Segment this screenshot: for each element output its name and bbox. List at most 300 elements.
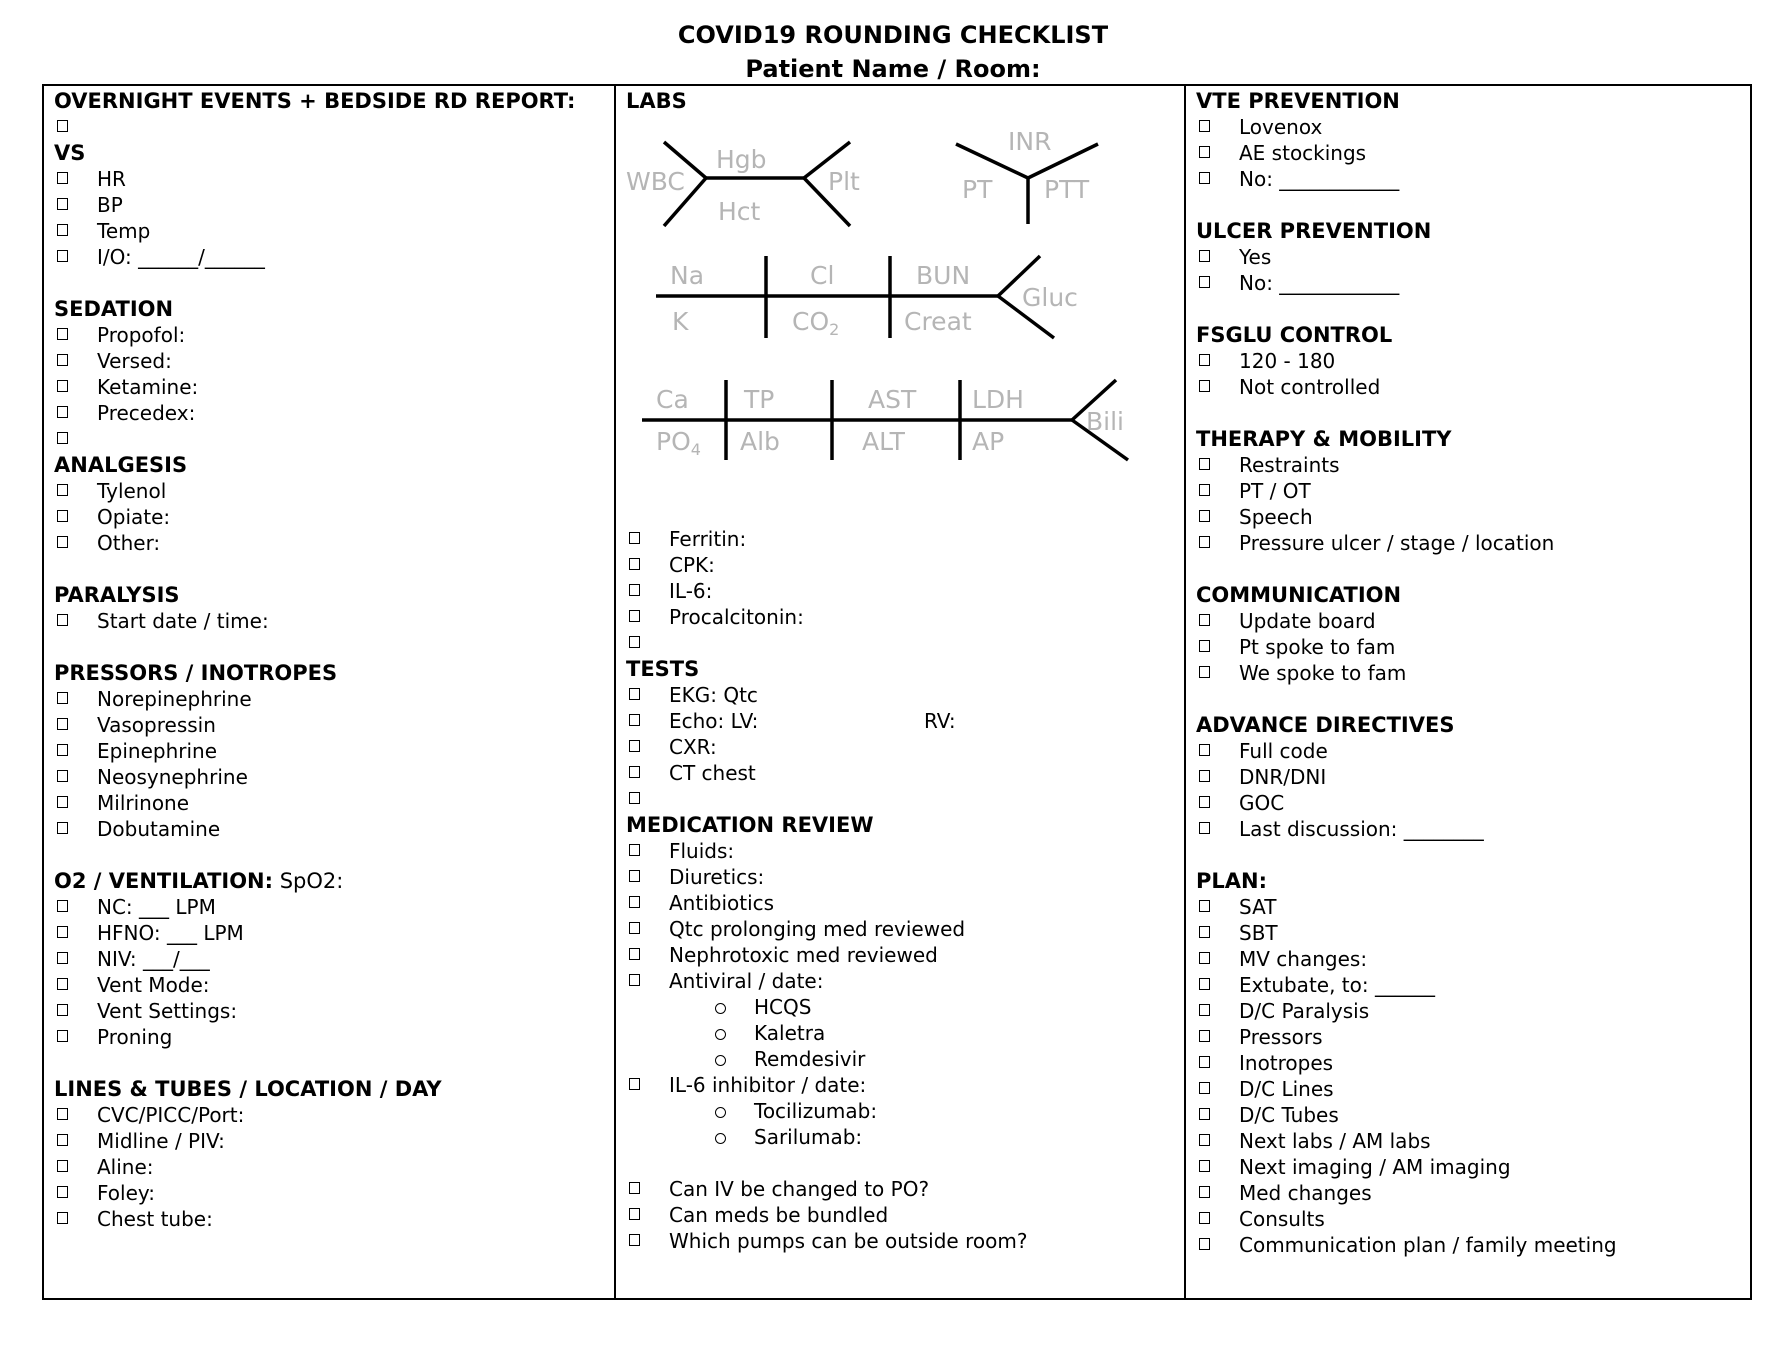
checklist-item[interactable] bbox=[1196, 374, 1740, 400]
item-label: Precedex: bbox=[97, 401, 196, 425]
circle-bullet-icon bbox=[715, 1029, 726, 1040]
checklist-item[interactable] bbox=[54, 946, 604, 972]
antiviral-option[interactable] bbox=[626, 994, 1174, 1020]
vs-heading: VS bbox=[54, 141, 86, 165]
item-label: D/C Tubes bbox=[1239, 1103, 1339, 1127]
checklist-item[interactable] bbox=[1196, 1154, 1740, 1180]
checkbox[interactable] bbox=[57, 978, 68, 990]
fsglu-control-heading: FSGLU CONTROL bbox=[1196, 323, 1393, 347]
checkbox[interactable] bbox=[1199, 1082, 1210, 1094]
checkbox[interactable] bbox=[629, 714, 640, 726]
checklist-item[interactable] bbox=[626, 968, 1174, 994]
checklist-item[interactable] bbox=[626, 760, 1174, 786]
checkbox[interactable] bbox=[57, 1004, 68, 1016]
checkbox[interactable] bbox=[57, 510, 68, 522]
item-label: Tylenol bbox=[97, 479, 167, 503]
checklist-item[interactable] bbox=[54, 764, 604, 790]
alt-label: ALT bbox=[862, 427, 905, 456]
checklist-item[interactable] bbox=[1196, 634, 1740, 660]
checklist-item[interactable] bbox=[1196, 998, 1740, 1024]
checkbox[interactable] bbox=[57, 432, 68, 444]
checklist-item[interactable] bbox=[626, 526, 1174, 552]
overnight-events-heading: OVERNIGHT EVENTS + BEDSIDE RD REPORT: bbox=[54, 89, 576, 113]
checkbox[interactable] bbox=[1199, 614, 1210, 626]
column-right bbox=[1184, 86, 1750, 1298]
checkbox[interactable] bbox=[1199, 1056, 1210, 1068]
item-label: Qtc prolonging med reviewed bbox=[669, 917, 966, 941]
item-label: No: ____________ bbox=[1239, 167, 1400, 191]
na-label: Na bbox=[670, 261, 705, 290]
checkbox[interactable] bbox=[629, 532, 640, 544]
item-label: D/C Paralysis bbox=[1239, 999, 1370, 1023]
il6-option[interactable] bbox=[626, 1124, 1174, 1150]
checkbox[interactable] bbox=[57, 406, 68, 418]
checkbox[interactable] bbox=[57, 718, 68, 730]
checkbox[interactable] bbox=[629, 688, 640, 700]
item-label: Midline / PIV: bbox=[97, 1129, 225, 1153]
checklist-item[interactable] bbox=[626, 1176, 1174, 1202]
item-label: Chest tube: bbox=[97, 1207, 213, 1231]
checklist-item[interactable] bbox=[54, 1024, 604, 1050]
checklist-item[interactable] bbox=[54, 530, 604, 556]
checkbox[interactable] bbox=[57, 172, 68, 184]
item-label: Ferritin: bbox=[669, 527, 747, 551]
lab-fishbone-diagrams bbox=[626, 116, 1174, 526]
ast-label: AST bbox=[868, 385, 917, 414]
checklist-item[interactable] bbox=[626, 578, 1174, 604]
item-label: We spoke to fam bbox=[1239, 661, 1407, 685]
checkbox[interactable] bbox=[629, 792, 640, 804]
checklist-item[interactable] bbox=[626, 864, 1174, 890]
checkbox[interactable] bbox=[57, 1160, 68, 1172]
checkbox[interactable] bbox=[629, 974, 640, 986]
plt-label: Plt bbox=[828, 167, 860, 196]
checkbox[interactable] bbox=[629, 922, 640, 934]
item-label: Epinephrine bbox=[97, 739, 217, 763]
checkbox[interactable] bbox=[629, 740, 640, 752]
paralysis-heading: PARALYSIS bbox=[54, 583, 180, 607]
checkbox[interactable] bbox=[629, 610, 640, 622]
checkbox[interactable] bbox=[57, 1108, 68, 1120]
checkbox[interactable] bbox=[57, 952, 68, 964]
checkbox[interactable] bbox=[57, 250, 68, 262]
checkbox[interactable] bbox=[1199, 770, 1210, 782]
item-label: Lovenox bbox=[1239, 115, 1323, 139]
checkbox[interactable] bbox=[1199, 250, 1210, 262]
checklist-item[interactable] bbox=[54, 166, 604, 192]
checkbox[interactable] bbox=[1199, 744, 1210, 756]
checkbox[interactable] bbox=[629, 636, 640, 648]
checkbox[interactable] bbox=[1199, 822, 1210, 834]
k-label: K bbox=[672, 307, 689, 336]
checklist-item[interactable] bbox=[54, 816, 604, 842]
ca-label: Ca bbox=[656, 385, 689, 414]
checklist-item[interactable] bbox=[54, 1128, 604, 1154]
item-label: Yes bbox=[1239, 245, 1272, 269]
coag-diagram bbox=[956, 127, 1098, 224]
checklist-table bbox=[42, 84, 1752, 1300]
checklist-item[interactable] bbox=[54, 192, 604, 218]
po4-subscript: 4 bbox=[690, 440, 701, 459]
item-label: Pressure ulcer / stage / location bbox=[1239, 531, 1555, 555]
checklist-item[interactable] bbox=[626, 838, 1174, 864]
checklist-item[interactable] bbox=[1196, 530, 1740, 556]
checklist-item[interactable] bbox=[1196, 140, 1740, 166]
item-label: Vent Settings: bbox=[97, 999, 238, 1023]
item-label: HR bbox=[97, 167, 126, 191]
checklist-item[interactable] bbox=[54, 374, 604, 400]
item-label: Tocilizumab: bbox=[754, 1099, 878, 1123]
item-label: Ketamine: bbox=[97, 375, 199, 399]
checkbox[interactable] bbox=[57, 796, 68, 808]
checkbox[interactable] bbox=[57, 1134, 68, 1146]
item-label: NIV: ___/___ bbox=[97, 947, 210, 971]
checkbox[interactable] bbox=[629, 844, 640, 856]
checkbox[interactable] bbox=[629, 558, 640, 570]
checkbox[interactable] bbox=[1199, 120, 1210, 132]
lft-diagram bbox=[642, 380, 1128, 460]
checkbox[interactable] bbox=[57, 120, 68, 132]
checkbox[interactable] bbox=[57, 1186, 68, 1198]
checklist-item[interactable] bbox=[54, 712, 604, 738]
item-label: Neosynephrine bbox=[97, 765, 248, 789]
item-label: Inotropes bbox=[1239, 1051, 1334, 1075]
item-label: Diuretics: bbox=[669, 865, 765, 889]
item-label: Next labs / AM labs bbox=[1239, 1129, 1431, 1153]
checklist-item[interactable] bbox=[1196, 972, 1740, 998]
checklist-item[interactable] bbox=[1196, 114, 1740, 140]
checklist-item[interactable] bbox=[626, 604, 1174, 630]
checklist-item[interactable] bbox=[1196, 504, 1740, 530]
checklist-item[interactable] bbox=[1196, 1232, 1740, 1258]
item-label: Speech bbox=[1239, 505, 1313, 529]
analgesia-heading: ANALGESIS bbox=[54, 453, 188, 477]
spo2-label: SpO2: bbox=[273, 869, 344, 893]
checklist-item[interactable] bbox=[626, 682, 1174, 708]
checkbox[interactable] bbox=[1199, 900, 1210, 912]
checklist-item[interactable] bbox=[54, 686, 604, 712]
checkbox[interactable] bbox=[57, 744, 68, 756]
column-middle bbox=[614, 86, 1184, 1298]
checkbox[interactable] bbox=[57, 770, 68, 782]
checklist-item[interactable] bbox=[54, 400, 604, 426]
checkbox[interactable] bbox=[57, 822, 68, 834]
checklist-item[interactable] bbox=[1196, 946, 1740, 972]
checklist-item[interactable] bbox=[1196, 1102, 1740, 1128]
item-label: Next imaging / AM imaging bbox=[1239, 1155, 1511, 1179]
checklist-item[interactable] bbox=[1196, 1050, 1740, 1076]
checklist-item[interactable] bbox=[54, 1180, 604, 1206]
co2-text: CO bbox=[792, 307, 830, 336]
cl-label: Cl bbox=[810, 261, 835, 290]
circle-bullet-icon bbox=[715, 1003, 726, 1014]
checkbox[interactable] bbox=[1199, 796, 1210, 808]
checkbox[interactable] bbox=[1199, 380, 1210, 392]
item-label: Which pumps can be outside room? bbox=[669, 1229, 1028, 1253]
item-label: Fluids: bbox=[669, 839, 735, 863]
item-label: CPK: bbox=[669, 553, 715, 577]
creat-label: Creat bbox=[904, 307, 972, 336]
checklist-item[interactable] bbox=[1196, 1076, 1740, 1102]
item-label: Milrinone bbox=[97, 791, 190, 815]
bmp-diagram bbox=[656, 256, 1078, 339]
checkbox[interactable] bbox=[1199, 354, 1210, 366]
item-label: Aline: bbox=[97, 1155, 154, 1179]
checkbox[interactable] bbox=[57, 1212, 68, 1224]
checkbox[interactable] bbox=[1199, 172, 1210, 184]
item-label: Proning bbox=[97, 1025, 173, 1049]
checkbox[interactable] bbox=[57, 354, 68, 366]
checklist-item[interactable] bbox=[626, 552, 1174, 578]
item-label: Propofol: bbox=[97, 323, 186, 347]
item-label: CVC/PICC/Port: bbox=[97, 1103, 245, 1127]
checkbox[interactable] bbox=[57, 198, 68, 210]
checkbox[interactable] bbox=[57, 328, 68, 340]
checklist-item[interactable] bbox=[1196, 348, 1740, 374]
checklist-item[interactable] bbox=[54, 218, 604, 244]
checklist-item[interactable] bbox=[626, 1072, 1174, 1098]
checkbox[interactable] bbox=[629, 584, 640, 596]
item-label: HCQS bbox=[754, 995, 812, 1019]
checkbox[interactable] bbox=[1199, 1108, 1210, 1120]
item-label: Consults bbox=[1239, 1207, 1325, 1231]
item-label: Extubate, to: ______ bbox=[1239, 973, 1435, 997]
checkbox[interactable] bbox=[629, 896, 640, 908]
checklist-item[interactable] bbox=[1196, 790, 1740, 816]
item-label: NC: ___ LPM bbox=[97, 895, 216, 919]
checklist-item[interactable] bbox=[1196, 660, 1740, 686]
checkbox[interactable] bbox=[57, 614, 68, 626]
antiviral-option[interactable] bbox=[626, 1046, 1174, 1072]
checklist-item[interactable] bbox=[54, 348, 604, 374]
checklist-item[interactable] bbox=[54, 894, 604, 920]
checklist-item[interactable] bbox=[1196, 608, 1740, 634]
checklist-item[interactable] bbox=[54, 1206, 604, 1232]
item-label: Restraints bbox=[1239, 453, 1340, 477]
checkbox[interactable] bbox=[629, 766, 640, 778]
item-label: Full code bbox=[1239, 739, 1328, 763]
item-label: GOC bbox=[1239, 791, 1285, 815]
checklist-item[interactable] bbox=[54, 608, 604, 634]
item-label: Vent Mode: bbox=[97, 973, 210, 997]
checkbox[interactable] bbox=[1199, 1238, 1210, 1250]
gluc-label: Gluc bbox=[1022, 283, 1078, 312]
checkbox[interactable] bbox=[1199, 276, 1210, 288]
checklist-item[interactable] bbox=[54, 790, 604, 816]
item-label: HFNO: ___ LPM bbox=[97, 921, 244, 945]
item-label: Kaletra bbox=[754, 1021, 826, 1045]
page-title bbox=[0, 18, 1786, 86]
circle-bullet-icon bbox=[715, 1055, 726, 1066]
checklist-item[interactable] bbox=[1196, 816, 1740, 842]
item-label: Can IV be changed to PO? bbox=[669, 1177, 930, 1201]
checkbox[interactable] bbox=[1199, 458, 1210, 470]
lines-tubes-heading: LINES & TUBES / LOCATION / DAY bbox=[54, 1077, 442, 1101]
checklist-title: COVID19 ROUNDING CHECKLIST bbox=[677, 21, 1109, 49]
checklist-item[interactable] bbox=[626, 708, 1174, 734]
inr-label: INR bbox=[1008, 127, 1052, 156]
checklist-item[interactable] bbox=[1196, 478, 1740, 504]
checklist-item[interactable] bbox=[1196, 1128, 1740, 1154]
item-label: D/C Lines bbox=[1239, 1077, 1334, 1101]
labs-heading: LABS bbox=[626, 89, 687, 113]
checklist-item[interactable] bbox=[1196, 1180, 1740, 1206]
co2-subscript: 2 bbox=[829, 320, 840, 339]
checkbox[interactable] bbox=[57, 900, 68, 912]
item-label: PT / OT bbox=[1239, 479, 1311, 503]
item-label: Not controlled bbox=[1239, 375, 1381, 399]
checklist-item[interactable] bbox=[54, 478, 604, 504]
antiviral-option[interactable] bbox=[626, 1020, 1174, 1046]
checklist-item[interactable] bbox=[54, 244, 604, 270]
wbc-label: WBC bbox=[626, 167, 685, 196]
tp-label: TP bbox=[744, 385, 775, 414]
checklist-item[interactable] bbox=[1196, 166, 1740, 192]
item-label: SAT bbox=[1239, 895, 1277, 919]
checklist-item[interactable] bbox=[626, 734, 1174, 760]
checkbox[interactable] bbox=[1199, 1004, 1210, 1016]
item-label: Versed: bbox=[97, 349, 172, 373]
checkbox[interactable] bbox=[1199, 640, 1210, 652]
item-label: No: ____________ bbox=[1239, 271, 1400, 295]
checkbox[interactable] bbox=[1199, 978, 1210, 990]
checkbox[interactable] bbox=[57, 536, 68, 548]
checklist-item[interactable] bbox=[1196, 270, 1740, 296]
item-label: MV changes: bbox=[1239, 947, 1368, 971]
item-label: Antibiotics bbox=[669, 891, 775, 915]
checklist-item[interactable] bbox=[1196, 920, 1740, 946]
item-label: Sarilumab: bbox=[754, 1125, 863, 1149]
checkbox[interactable] bbox=[1199, 484, 1210, 496]
checkbox[interactable] bbox=[57, 1030, 68, 1042]
item-label: Other: bbox=[97, 531, 161, 555]
pt-label: PT bbox=[962, 175, 993, 204]
checklist-item[interactable] bbox=[54, 322, 604, 348]
item-label: Update board bbox=[1239, 609, 1376, 633]
checklist-item[interactable] bbox=[626, 890, 1174, 916]
checkbox[interactable] bbox=[1199, 536, 1210, 548]
checkbox[interactable] bbox=[1199, 510, 1210, 522]
checklist-item[interactable] bbox=[1196, 894, 1740, 920]
checklist-item[interactable] bbox=[54, 504, 604, 530]
checklist-item[interactable] bbox=[1196, 1206, 1740, 1232]
item-label: Pt spoke to fam bbox=[1239, 635, 1396, 659]
hct-label: Hct bbox=[718, 197, 761, 226]
checklist-item[interactable] bbox=[54, 1102, 604, 1128]
il6-option[interactable] bbox=[626, 1098, 1174, 1124]
checkbox[interactable] bbox=[1199, 1160, 1210, 1172]
checklist-item[interactable] bbox=[1196, 738, 1740, 764]
ulcer-prevention-heading: ULCER PREVENTION bbox=[1196, 219, 1432, 243]
checkbox[interactable] bbox=[1199, 1134, 1210, 1146]
item-label: Start date / time: bbox=[97, 609, 269, 633]
checklist-item[interactable] bbox=[54, 920, 604, 946]
o2-heading-label: O2 / VENTILATION: bbox=[54, 869, 274, 893]
item-label: Vasopressin bbox=[97, 713, 216, 737]
circle-bullet-icon bbox=[715, 1133, 726, 1144]
item-label: I/O: ______/______ bbox=[97, 245, 265, 269]
checkbox[interactable] bbox=[629, 1182, 640, 1194]
checkbox[interactable] bbox=[1199, 926, 1210, 938]
checklist-item[interactable] bbox=[626, 916, 1174, 942]
rv-label: RV: bbox=[924, 709, 956, 733]
checklist-item[interactable] bbox=[626, 942, 1174, 968]
item-label: Echo: LV: bbox=[669, 709, 759, 733]
item-label: AE stockings bbox=[1239, 141, 1367, 165]
checkbox[interactable] bbox=[1199, 1186, 1210, 1198]
alb-label: Alb bbox=[740, 427, 780, 456]
checkbox[interactable] bbox=[57, 484, 68, 496]
checkbox[interactable] bbox=[1199, 1212, 1210, 1224]
item-label: CXR: bbox=[669, 735, 717, 759]
checkbox[interactable] bbox=[57, 692, 68, 704]
bili-label: Bili bbox=[1086, 407, 1124, 436]
communication-heading: COMMUNICATION bbox=[1196, 583, 1402, 607]
checkbox[interactable] bbox=[1199, 1030, 1210, 1042]
column-left bbox=[44, 86, 614, 1298]
sedation-heading: SEDATION bbox=[54, 297, 174, 321]
hgb-label: Hgb bbox=[716, 145, 767, 174]
checkbox[interactable] bbox=[57, 926, 68, 938]
item-label: Procalcitonin: bbox=[669, 605, 804, 629]
checklist-item[interactable] bbox=[1196, 452, 1740, 478]
checklist-item[interactable] bbox=[1196, 1024, 1740, 1050]
checkbox[interactable] bbox=[57, 224, 68, 236]
item-label: Opiate: bbox=[97, 505, 171, 529]
patient-name-room-label: Patient Name / Room: bbox=[745, 55, 1041, 83]
checkbox[interactable] bbox=[629, 1078, 640, 1090]
item-label: Temp bbox=[97, 219, 151, 243]
checkbox[interactable] bbox=[1199, 952, 1210, 964]
checkbox[interactable] bbox=[629, 1234, 640, 1246]
checklist-item[interactable] bbox=[1196, 244, 1740, 270]
item-label: Remdesivir bbox=[754, 1047, 866, 1071]
checklist-item[interactable] bbox=[54, 998, 604, 1024]
circle-bullet-icon bbox=[715, 1107, 726, 1118]
item-label: Norepinephrine bbox=[97, 687, 252, 711]
checklist-item[interactable] bbox=[54, 738, 604, 764]
item-label: Med changes bbox=[1239, 1181, 1372, 1205]
checklist-item[interactable] bbox=[54, 972, 604, 998]
checkbox[interactable] bbox=[57, 380, 68, 392]
item-label: IL-6 inhibitor / date: bbox=[669, 1073, 867, 1097]
ldh-label: LDH bbox=[972, 385, 1024, 414]
tests-heading: TESTS bbox=[626, 657, 700, 681]
item-label: Can meds be bundled bbox=[669, 1203, 889, 1227]
o2-ventilation-heading bbox=[54, 868, 604, 894]
checkbox[interactable] bbox=[629, 1208, 640, 1220]
checkbox[interactable] bbox=[1199, 146, 1210, 158]
checkbox[interactable] bbox=[629, 948, 640, 960]
item-label: SBT bbox=[1239, 921, 1278, 945]
item-label: EKG: Qtc bbox=[669, 683, 758, 707]
item-label: Pressors bbox=[1239, 1025, 1323, 1049]
item-label: IL-6: bbox=[669, 579, 713, 603]
checklist-item[interactable] bbox=[626, 1228, 1174, 1254]
checkbox[interactable] bbox=[1199, 666, 1210, 678]
bun-label: BUN bbox=[916, 261, 971, 290]
checkbox[interactable] bbox=[629, 870, 640, 882]
item-label: 120 - 180 bbox=[1239, 349, 1336, 373]
item-label: CT chest bbox=[669, 761, 756, 785]
item-label: Last discussion: ________ bbox=[1239, 817, 1484, 841]
checklist-item[interactable] bbox=[54, 1154, 604, 1180]
item-label: Foley: bbox=[97, 1181, 156, 1205]
checklist-item[interactable] bbox=[626, 1202, 1174, 1228]
po4-label bbox=[656, 427, 701, 459]
item-label: BP bbox=[97, 193, 123, 217]
checklist-item[interactable] bbox=[1196, 764, 1740, 790]
